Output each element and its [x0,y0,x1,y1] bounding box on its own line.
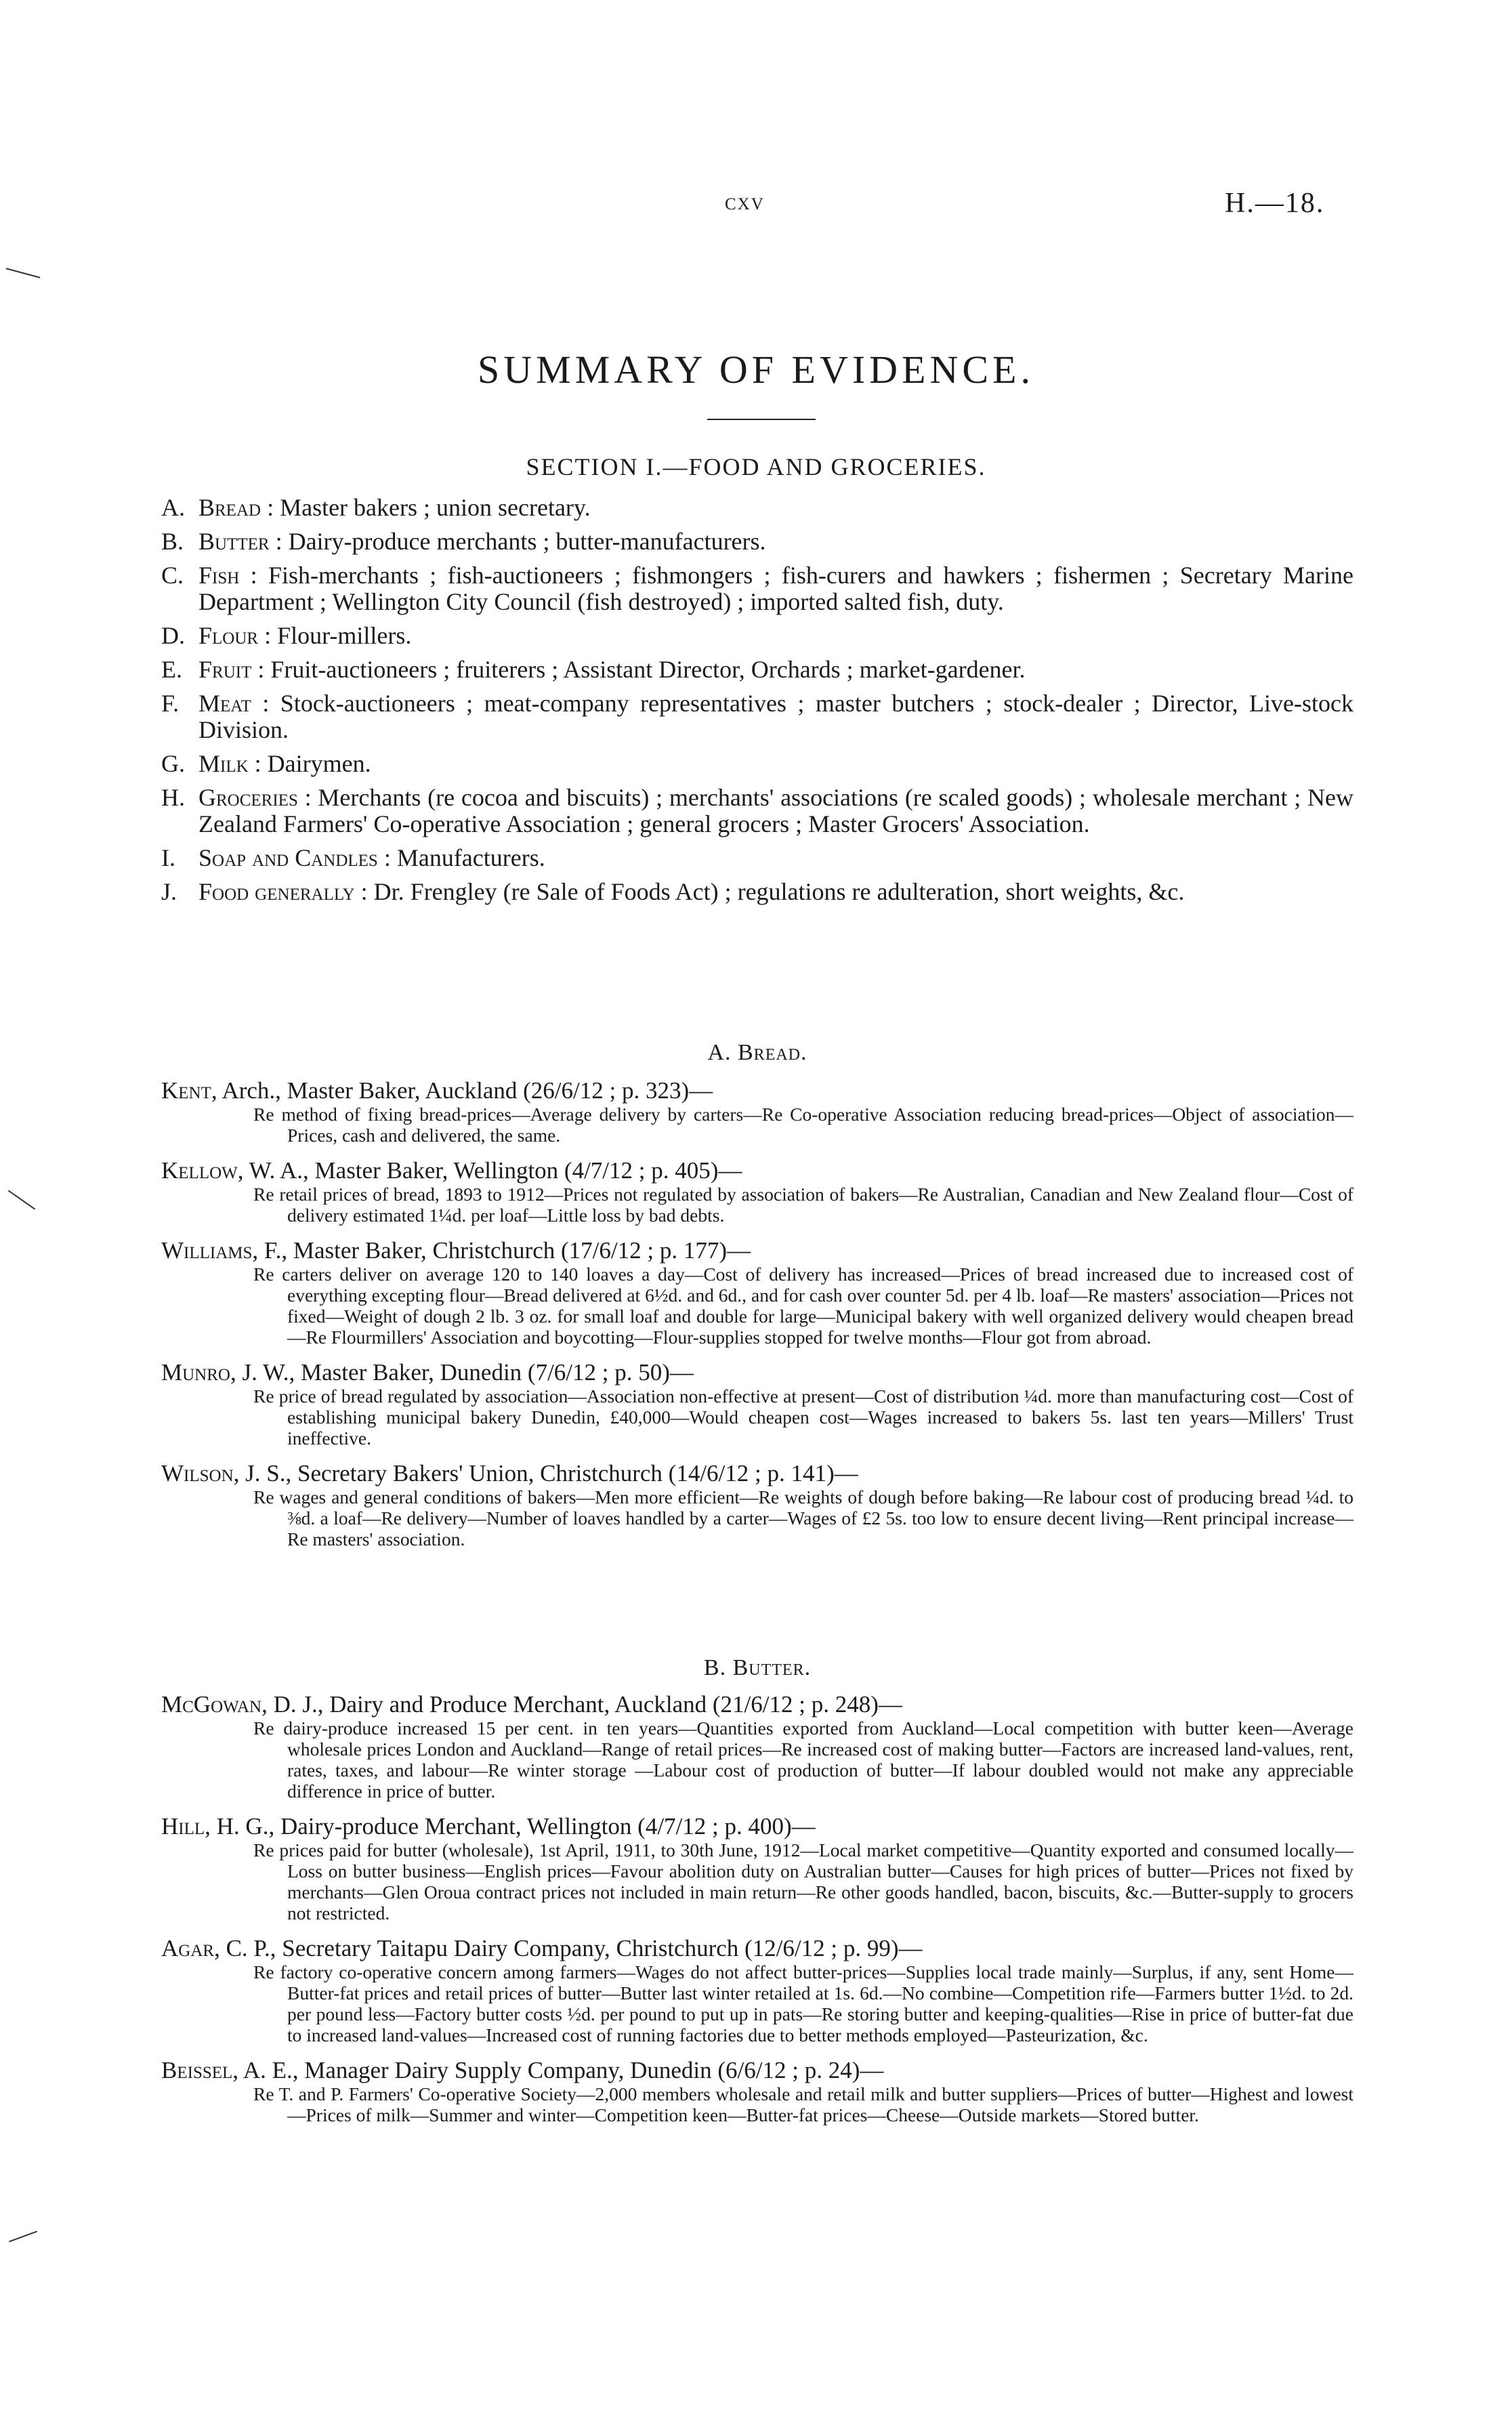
margin-mark [6,268,41,278]
toc-item: D. Flour : Flour-millers. [161,622,412,649]
margin-mark [8,1190,35,1209]
evidence-summary: Re retail prices of bread, 1893 to 1912—Prices not regulated by association of bakers—Re Australian, Canadian and New Zealand flour—Cost of delivery estimated 1¼d. per loaf—Little loss by bad debts. [253,1184,1353,1226]
witness-line: Kellow, W. A., Master Baker, Wellington (4/7/12 ; p. 405)— [161,1157,742,1184]
evidence-summary: Re prices paid for butter (wholesale), 1st April, 1911, to 30th June, 1912—Local market competitive—Quantity exported and consumed locally—Loss on butter business—English prices—Favour abolition duty on Australian butter—Causes for high prices of butter—Prices not fixed by merchants—Glen Oroua contract prices not included in main return—Re other goods handled, bacon, biscuits, &c.—Butter-supply to grocers not restricted. [253,1839,1353,1923]
evidence-entry [161,1238,1353,1348]
section-bread [161,1040,1353,1562]
witness-line: Hill, H. G., Dairy-produce Merchant, Wellington (4/7/12 ; p. 400)— [161,1813,816,1839]
witness-line: Agar, C. P., Secretary Taitapu Dairy Company, Christchurch (12/6/12 ; p. 99)— [161,1935,923,1961]
toc-item: B. Butter : Dairy-produce merchants ; butter-manufacturers. [161,528,766,555]
document-reference: H.—18. [1225,188,1325,219]
evidence-entry [161,1814,1353,1923]
witness-line: Munro, J. W., Master Baker, Dunedin (7/6/12 ; p. 50)— [161,1359,694,1386]
toc-item: H. Groceries : Merchants (re cocoa and biscuits) ; merchants' associations (re scaled goods) ; wholesale merchant ; New Zealand Farmers' Co-operative Association ; general grocers ; Master Grocers' Association. [161,784,1353,837]
evidence-entry [161,1461,1353,1550]
evidence-entry [161,1158,1353,1226]
page-number: cxv [725,188,765,215]
evidence-entry [161,1078,1353,1146]
witness-line: Kent, Arch., Master Baker, Auckland (26/6/12 ; p. 323)— [161,1077,713,1104]
subsection-heading: B. Butter. [703,1655,812,1680]
toc-item: A. Bread : Master bakers ; union secretary. [161,494,591,521]
page-title: SUMMARY OF EVIDENCE. [478,348,1034,392]
toc-item: G. Milk : Dairymen. [161,750,371,777]
evidence-entry [161,2058,1353,2125]
toc-item: E. Fruit : Fruit-auctioneers ; fruiterers ; Assistant Director, Orchards ; market-gardener. [161,656,1026,683]
evidence-summary: Re wages and general conditions of bakers—Men more efficient—Re weights of dough before baking—Re labour cost of producing bread ¼d. to ⅜d. a loaf—Re delivery—Number of loaves handled by a carter—Wages of £2 5s. too low to ensure decent living—Rent principal increase—Re masters' association. [253,1486,1353,1550]
evidence-summary: Re method of fixing bread-prices—Average delivery by carters—Re Co-operative Association reducing bread-prices—Object of association—Prices, cash and delivered, the same. [253,1104,1353,1146]
section-butter [161,1655,1353,2138]
evidence-summary: Re price of bread regulated by association—Association non-effective at present—Cost of distribution ¼d. more than manufacturing cost—Cost of establishing municipal bakery Dunedin, £40,000—Would cheapen cost—Wages increased to bakers 5s. last ten years—Millers' Trust ineffective. [253,1386,1353,1449]
evidence-summary: Re carters deliver on average 120 to 140 loaves a day—Cost of delivery has increased—Prices of bread increased due to increased cost of everything excepting flour—Bread delivered at 6½d. and 6d., and for cash over counter 5d. per 4 lb. loaf—Re masters' association—Prices not fixed—Weight of dough 2 lb. 3 oz. for small loaf and double for large—Municipal bakery with well organized delivery would cheapen bread—Re Flourmillers' Association and boycotting—Flour-supplies stopped for twelve months—Flour got from abroad. [253,1264,1353,1348]
witness-line: McGowan, D. J., Dairy and Produce Merchant, Auckland (21/6/12 ; p. 248)— [161,1691,902,1718]
toc-item: I. Soap and Candles : Manufacturers. [161,844,545,871]
witness-line: Wilson, J. S., Secretary Bakers' Union, Christchurch (14/6/12 ; p. 141)— [161,1460,858,1486]
margin-mark [9,2231,37,2243]
witness-line: Beissel, A. E., Manager Dairy Supply Company, Dunedin (6/6/12 ; p. 24)— [161,2057,884,2083]
section-heading: SECTION I.—FOOD AND GROCERIES. [526,453,986,480]
title-rule [707,419,816,420]
evidence-summary: Re T. and P. Farmers' Co-operative Society—2,000 members wholesale and retail milk and butter suppliers—Prices of butter—Highest and lowest—Prices of milk—Summer and winter—Competition keen—Butter-fat prices—Cheese—Outside markets—Stored butter. [253,2083,1353,2125]
subsection-heading: A. Bread. [707,1040,807,1065]
toc-item: C. Fish : Fish-merchants ; fish-auctioneers ; fishmongers ; fish-curers and hawkers ; fishermen ; Secretary Marine Department ; Wellington City Council (fish destroyed) ; imported salted fish, duty. [161,562,1353,615]
evidence-entry [161,1692,1353,1802]
evidence-entry [161,1360,1353,1449]
evidence-summary: Re factory co-operative concern among farmers—Wages do not affect butter-prices—Supplies local trade mainly—Surplus, if any, sent Home—Butter-fat prices and retail prices of butter—Butter last winter retailed at 1s. 6d.—No combine—Competition rife—Farmers butter 1½d. to 2d. per pound less—Factory butter costs ½d. per pound to put up in pats—Re storing butter and keeping-qualities—Rise in price of butter-fat due to increased land-values—Increased cost of running factories due to better methods employed—Pasteurization, &c. [253,1961,1353,2045]
toc-item: J. Food generally : Dr. Frengley (re Sale of Foods Act) ; regulations re adulteration, short weights, &c. [161,878,1185,905]
evidence-entry [161,1936,1353,2045]
toc-item: F. Meat : Stock-auctioneers ; meat-company representatives ; master butchers ; stock-dealer ; Director, Live-stock Division. [161,690,1354,743]
section-contents [161,495,1353,913]
witness-line: Williams, F., Master Baker, Christchurch (17/6/12 ; p. 177)— [161,1237,751,1264]
evidence-summary: Re dairy-produce increased 15 per cent. in ten years—Quantities exported from Auckland—Local competition with butter keen—Average wholesale prices London and Auckland—Range of retail prices—Re increased cost of making butter—Factors are increased land-values, rent, rates, taxes, and labour—Re winter storage —Labour cost of production of butter—If labour doubled would not make any appreciable difference in price of butter. [253,1718,1353,1802]
